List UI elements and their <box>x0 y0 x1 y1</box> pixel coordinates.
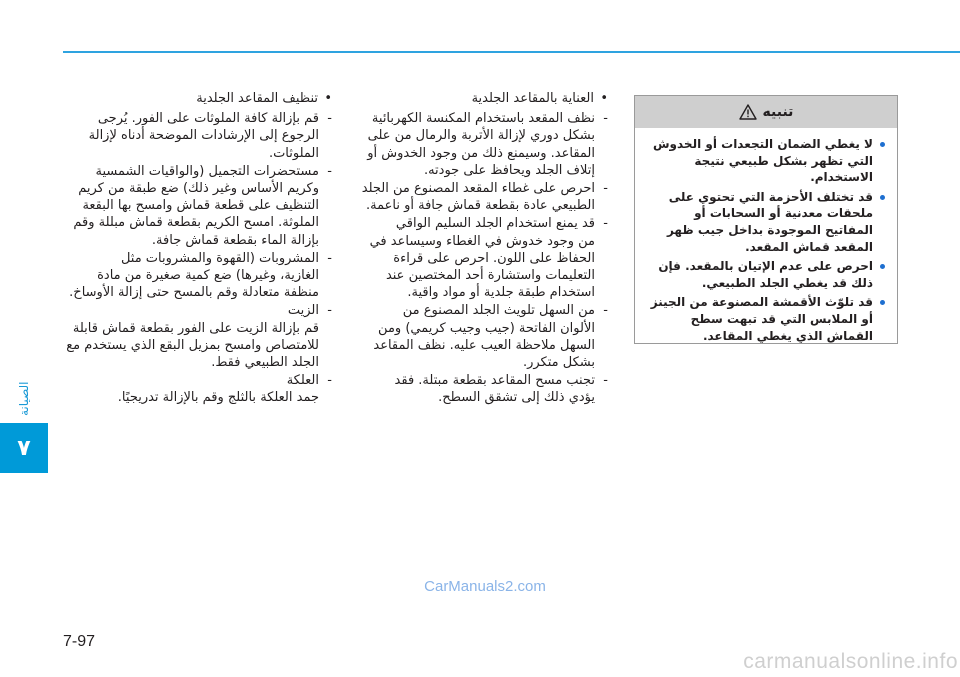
list-item <box>353 372 608 406</box>
item-body: الطبيعي عادة بقطعة قماش جافة أو ناعمة. <box>366 198 595 214</box>
warning-triangle-icon <box>739 104 757 120</box>
caution-box <box>634 95 898 344</box>
caution-title: تنبيه <box>762 104 794 120</box>
list-item <box>64 250 332 302</box>
list-item <box>353 180 608 214</box>
caution-item: احرص على عدم الإتيان بالمقعد. فإن ذلك قد يغطي الجلد الطبيعي. <box>643 258 887 291</box>
section-label: الصيانة <box>17 381 31 417</box>
list-item <box>64 302 332 371</box>
leather-cleaning-heading: • تنظيف المقاعد الجلدية <box>64 90 332 107</box>
section-tab <box>0 423 48 473</box>
leather-cleaning-column <box>64 90 332 408</box>
list-item <box>64 163 332 249</box>
item-title: - من السهل تلويث الجلد المصنوع من <box>402 303 595 319</box>
list-item <box>64 372 332 406</box>
item-body: الغازية، وغيرها) ضع كمية صغيرة من مادة منظفة متعادلة وقم بالمسح حتى إزالة الأوساخ. <box>69 268 319 301</box>
item-body: الرجوع إلى الإرشادات الموضحة أدناه لإزالة الملوثات. <box>88 128 319 161</box>
item-title: - تجنب مسح المقاعد بقطعة مبتلة. فقد <box>394 373 595 389</box>
item-body: وكريم الأساس وغير ذلك) ضع طبقة من كريم التنظيف على قطعة قماش وامسح بها البقعة الملوثة. امسح الكريم بقطعة قماش مبللة وقم بإزالة الماء بقطعة قماش جافة. <box>73 181 319 248</box>
caution-item: قد تلوّث الأقمشة المصنوعة من الجينز أو الملابس التي قد تبهت سطح القماش الذي يغطي المقاعد. <box>643 294 887 344</box>
section-number: ٧ <box>17 435 31 461</box>
item-title: - الزيت <box>287 303 319 319</box>
caution-item: قد تختلف الأحزمة التي تحتوي على ملحقات معدنية أو السحابات أو المفاتيح الموجودة بداخل جيب ظهر المقعد قماش المقعد. <box>643 189 887 255</box>
item-body: من وجود خدوش في الغطاء وسيساعد في الحفاظ على اللون. احرص على قراءة التعليمات واستشارة أحد المختصين عند استخدام طبقة جلدية أو مواد واقية. <box>369 233 595 301</box>
leather-care-heading: • العناية بالمقاعد الجلدية <box>353 90 608 107</box>
page-number: 7-97 <box>63 633 96 650</box>
caution-item: لا يغطي الضمان التجعدات أو الخدوش التي تظهر بشكل طبيعي نتيجة الاستخدام. <box>643 136 887 186</box>
item-title: - العلكة <box>286 373 319 389</box>
list-item <box>64 110 332 162</box>
list-item <box>353 302 608 371</box>
footer-watermark: carmanualsonline.info <box>743 650 958 673</box>
watermark-link[interactable]: CarManuals2.com <box>424 578 546 595</box>
item-body: جمد العلكة بالثلج وقم بالإزالة تدريجيًا. <box>117 390 319 406</box>
item-body: بشكل دوري لإزالة الأتربة والرمال من على المقاعد. وسيمنع ذلك من وجود الخدوش أو إتلاف الجلد ويحافظ على جودته. <box>367 128 595 178</box>
item-title: - نظف المقعد باستخدام المكنسة الكهربائية <box>371 111 595 127</box>
item-title: - قد يمنع استخدام الجلد السليم الواقي <box>395 216 595 232</box>
list-item <box>353 215 608 301</box>
list-item <box>353 110 608 179</box>
caution-header <box>635 96 897 128</box>
item-body: قم بإزالة الزيت على الفور بقطعة قماش قابلة للامتصاص وامسح بمزيل البقع الذي يستخدم مع الجلد الطبيعي فقط. <box>66 320 319 371</box>
header-rule <box>63 51 960 53</box>
caution-list <box>635 128 897 344</box>
item-title: - قم بإزالة كافة الملوثات على الفور. يُرجى <box>97 111 319 127</box>
item-body: الألوان الفاتحة (جيب وجيب كريمي) ومن السهل ملاحظة العيب عليه. نظف المقاعد بشكل متكرر. <box>373 320 595 371</box>
item-title: - احرص على غطاء المقعد المصنوع من الجلد <box>361 181 595 197</box>
item-title: - المشروبات (القهوة والمشروبات مثل <box>120 250 319 266</box>
leather-care-column <box>353 90 608 408</box>
item-title: - مستحضرات التجميل (والواقيات الشمسية <box>95 163 319 179</box>
item-body: يؤدي ذلك إلى تشقق السطح. <box>438 390 595 406</box>
